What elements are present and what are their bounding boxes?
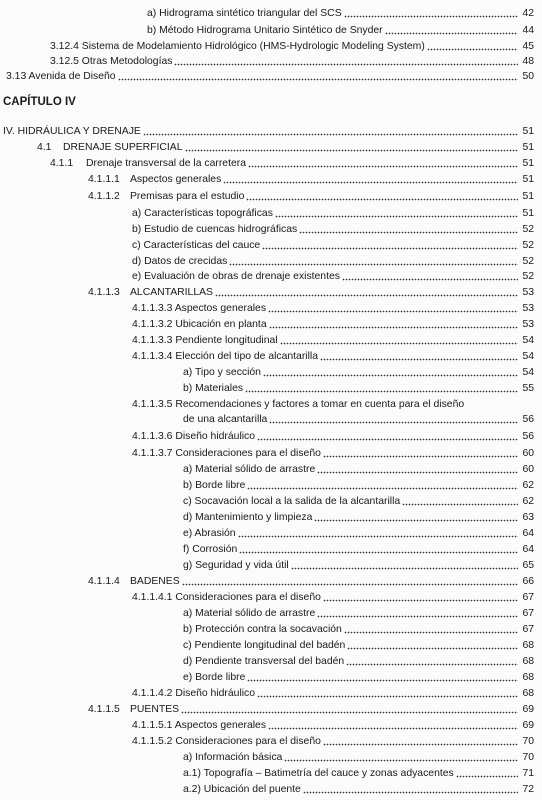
- dot-leader: [275, 209, 518, 218]
- toc-entry: [183, 767, 534, 781]
- dot-leader: [257, 432, 518, 441]
- toc-entry-page: 51: [522, 191, 534, 202]
- toc-entry: [132, 255, 534, 269]
- toc-entry-page: 68: [522, 688, 534, 699]
- toc-entry-text: b) Materiales: [183, 383, 244, 394]
- toc-entry-text: 4.1.1.4.2 Diseño hidráulico: [132, 688, 256, 699]
- toc-entry-page: 56: [522, 431, 534, 442]
- dot-leader: [262, 241, 518, 250]
- dot-leader: [269, 415, 518, 424]
- toc-entry-text: e) Abrasión: [183, 528, 236, 539]
- toc-entry-text: g) Seguridad y vida útil: [183, 560, 289, 571]
- dot-leader: [385, 26, 518, 35]
- dot-leader: [347, 641, 518, 650]
- toc-entry: [50, 157, 534, 171]
- toc-entry: [132, 302, 534, 316]
- toc-entry-text: d) Mantenimiento y limpieza: [183, 512, 313, 523]
- toc-entry-page: 60: [522, 448, 534, 459]
- toc-entry: [88, 703, 534, 717]
- toc-entry-page: 51: [522, 158, 534, 169]
- toc-entry-page: 53: [522, 319, 534, 330]
- toc-entry-text: 4.1.1.3.3 Pendiente longitudinal: [132, 335, 278, 346]
- toc-entry-page: 53: [522, 303, 534, 314]
- dot-leader: [143, 127, 518, 136]
- dot-leader: [320, 352, 518, 361]
- toc-entry-page: 48: [522, 56, 534, 67]
- toc-entry-text: a) Información básica: [183, 752, 283, 763]
- dot-leader: [246, 192, 518, 201]
- dot-leader: [185, 143, 518, 152]
- toc-entry-text: Premisas para el estudio: [130, 191, 245, 202]
- dot-leader: [323, 737, 518, 746]
- toc-entry-page: 52: [522, 256, 534, 267]
- toc-entry: [132, 430, 534, 444]
- toc-entry-text: c) Pendiente longitudinal del badén: [183, 640, 346, 651]
- toc-entry-text: f) Corrosión: [183, 544, 238, 555]
- toc-entry-page: 66: [522, 576, 534, 587]
- toc-entry-text: e) Borde libre: [183, 672, 246, 683]
- toc-entry-page: 54: [522, 367, 534, 378]
- toc-entry: [132, 591, 534, 605]
- toc-entry-page: 67: [522, 608, 534, 619]
- toc-entry-text: a.2) Ubicación del puente: [183, 784, 301, 795]
- dot-leader: [268, 721, 518, 730]
- toc-entry-text: a) Características topográficas: [132, 208, 273, 219]
- toc-entry-number: 4.1.1.5: [88, 704, 120, 715]
- toc-entry: [183, 527, 534, 541]
- dot-leader: [174, 57, 518, 66]
- toc-entry-text: Aspectos generales: [130, 174, 222, 185]
- dot-leader: [344, 625, 518, 634]
- toc-entry-text: 3.12.5 Otras Metodologías: [50, 56, 173, 67]
- toc-entry-text: de una alcantarilla: [183, 414, 268, 425]
- dot-leader: [317, 465, 518, 474]
- dot-leader: [229, 257, 518, 266]
- toc-entry: [132, 719, 534, 733]
- toc-entry-text: 3.13 Avenida de Diseño: [6, 71, 116, 82]
- toc-entry-page: 68: [522, 640, 534, 651]
- toc-entry-page: 72: [522, 784, 534, 795]
- dot-leader: [280, 336, 518, 345]
- toc-entry: [132, 334, 534, 348]
- dot-leader: [181, 705, 518, 714]
- toc-entry-page: 52: [522, 240, 534, 251]
- toc-entry-text: b) Estudio de cuencas hidrográficas: [132, 224, 298, 235]
- toc-entry-page: 64: [522, 528, 534, 539]
- toc-entry: [183, 607, 534, 621]
- toc-entry: [50, 55, 534, 69]
- toc-entry-text: a) Material sólido de arrastre: [183, 464, 316, 475]
- toc-entry-text: 4.1.1.5.1 Aspectos generales: [132, 720, 267, 731]
- toc-entry: [183, 495, 534, 509]
- toc-entry: [132, 223, 534, 237]
- dot-leader: [284, 753, 518, 762]
- toc-entry-page: 64: [522, 544, 534, 555]
- toc-entry: [3, 125, 534, 139]
- toc-entry-text: a) Tipo y sección: [183, 367, 261, 378]
- toc-entry-text-line1: 4.1.1.3.5 Recomendaciones y factores a tomar en cuenta para el diseño: [132, 399, 465, 410]
- toc-entry-text: e) Evaluación de obras de drenaje existentes: [132, 271, 340, 282]
- toc-entry: [132, 447, 534, 461]
- toc-entry-page: 51: [522, 126, 534, 137]
- toc-entry-text: a) Hidrograma sintético triangular del SCS: [147, 8, 342, 19]
- toc-entry-page: 69: [522, 720, 534, 731]
- toc-entry-page: 50: [522, 71, 534, 82]
- dot-leader: [291, 561, 518, 570]
- dot-leader: [215, 288, 518, 297]
- toc-entry-number: 4.1.1.3: [88, 287, 120, 298]
- toc-entry-page: 62: [522, 480, 534, 491]
- toc-entry-text: a.1) Topografía – Batimetría del cauce y zonas adyacentes: [183, 768, 454, 779]
- toc-entry: [183, 623, 534, 637]
- chapter-heading: CAPÍTULO IV: [3, 96, 76, 108]
- toc-entry-page: 68: [522, 672, 534, 683]
- toc-entry-page: 55: [522, 383, 534, 394]
- toc-entry-text: a) Material sólido de arrastre: [183, 608, 316, 619]
- toc-entry-number: 4.1: [37, 142, 52, 153]
- toc-entry: [132, 350, 534, 364]
- toc-entry-text: c) Socavación local a la salida de la alcantarilla: [183, 496, 401, 507]
- toc-entry: [183, 783, 534, 797]
- toc-entry-text: 4.1.1.3.7 Consideraciones para el diseño: [132, 448, 321, 459]
- toc-entry-page: 62: [522, 496, 534, 507]
- toc-entry-text: 4.1.1.3.4 Elección del tipo de alcantarilla: [132, 351, 318, 362]
- dot-leader: [317, 609, 518, 618]
- toc-entry-text: BADENES: [130, 576, 180, 587]
- toc-entry: [132, 270, 534, 284]
- toc-entry: [132, 318, 534, 332]
- dot-leader: [247, 673, 518, 682]
- dot-leader: [323, 593, 518, 602]
- dot-leader: [245, 384, 518, 393]
- toc-entry: [183, 511, 534, 525]
- toc-entry-page: 42: [522, 8, 534, 19]
- toc-entry: [183, 413, 534, 427]
- dot-leader: [248, 159, 518, 168]
- dot-leader: [257, 689, 518, 698]
- toc-entry-page: 51: [522, 208, 534, 219]
- toc-entry-text: 4.1.1.3.6 Diseño hidráulico: [132, 431, 256, 442]
- toc-entry-page: 70: [522, 752, 534, 763]
- dot-leader: [402, 497, 518, 506]
- toc-entry-page: 45: [522, 41, 534, 52]
- toc-entry: [132, 207, 534, 221]
- toc-entry: [183, 543, 534, 557]
- dot-leader: [427, 42, 518, 51]
- toc-entry: [183, 751, 534, 765]
- toc-entry: [132, 239, 534, 253]
- toc-entry-text: Drenaje transversal de la carretera: [86, 158, 246, 169]
- toc-entry-page: 65: [522, 560, 534, 571]
- dot-leader: [299, 225, 518, 234]
- toc-entry-page: 69: [522, 704, 534, 715]
- toc-entry-text: IV. HIDRÁULICA Y DRENAJE: [3, 126, 141, 137]
- toc-entry-number: 4.1.1.4: [88, 576, 120, 587]
- toc-entry-page: 71: [522, 768, 534, 779]
- dot-leader: [269, 320, 518, 329]
- toc-entry: [50, 40, 534, 54]
- toc-entry-text: ALCANTARILLAS: [130, 287, 213, 298]
- toc-entry: [88, 286, 534, 300]
- toc-entry-text: 4.1.1.4.1 Consideraciones para el diseño: [132, 592, 321, 603]
- toc-entry: [183, 655, 534, 669]
- toc-entry-page: 63: [522, 512, 534, 523]
- toc-entry-page: 53: [522, 287, 534, 298]
- dot-leader: [303, 785, 518, 794]
- dot-leader: [263, 368, 518, 377]
- toc-entry-page: 67: [522, 592, 534, 603]
- toc-entry-text: d) Pendiente transversal del badén: [183, 656, 345, 667]
- toc-entry-text: b) Borde libre: [183, 480, 246, 491]
- toc-entry-page: 67: [522, 624, 534, 635]
- toc-entry-page: 68: [522, 656, 534, 667]
- dot-leader: [456, 769, 518, 778]
- toc-entry-page: 51: [522, 174, 534, 185]
- toc-entry: [147, 7, 534, 21]
- toc-entry: [132, 735, 534, 749]
- dot-leader: [223, 175, 518, 184]
- toc-entry-number: 4.1.1: [50, 158, 74, 169]
- toc-entry-page: 70: [522, 736, 534, 747]
- toc-entry: [183, 671, 534, 685]
- dot-leader: [342, 272, 518, 281]
- dot-leader: [268, 304, 518, 313]
- toc-entry: [88, 575, 534, 589]
- dot-leader: [247, 481, 518, 490]
- toc-entry: [37, 141, 534, 155]
- toc-entry-page: 60: [522, 464, 534, 475]
- toc-entry: [147, 24, 534, 38]
- dot-leader: [346, 657, 518, 666]
- toc-entry-number: 4.1.1.1: [88, 174, 120, 185]
- toc-entry-page: 52: [522, 224, 534, 235]
- dot-leader: [314, 513, 518, 522]
- toc-entry-page: 51: [522, 142, 534, 153]
- toc-entry-text: d) Datos de crecidas: [132, 256, 228, 267]
- toc-entry-page: 56: [522, 414, 534, 425]
- toc-entry: [132, 687, 534, 701]
- toc-entry-text: 4.1.1.3.3 Aspectos generales: [132, 303, 267, 314]
- toc-entry-page: 54: [522, 351, 534, 362]
- dot-leader: [182, 577, 518, 586]
- toc-entry-text: 4.1.1.5.2 Consideraciones para el diseño: [132, 736, 321, 747]
- toc-entry-page: 52: [522, 271, 534, 282]
- toc-entry-text: 3.12.4 Sistema de Modelamiento Hidrológico (HMS-Hydrologic Modeling System): [50, 41, 425, 52]
- toc-entry-text: b) Método Hidrograma Unitario Sintético de Snyder: [147, 25, 383, 36]
- toc-entry: [88, 190, 534, 204]
- toc-entry: [88, 173, 534, 187]
- dot-leader: [239, 545, 518, 554]
- toc-entry: [183, 559, 534, 573]
- toc-entry: [183, 463, 534, 477]
- toc-entry-text: PUENTES: [130, 704, 180, 715]
- dot-leader: [118, 72, 518, 81]
- toc-entry: [6, 70, 534, 84]
- dot-leader: [238, 529, 518, 538]
- toc-entry-page: 44: [522, 25, 534, 36]
- dot-leader: [323, 449, 518, 458]
- toc-entry-text: c) Características del cauce: [132, 240, 261, 251]
- toc-entry: [183, 479, 534, 493]
- toc-entry: [183, 382, 534, 396]
- toc-entry: [183, 639, 534, 653]
- toc-entry-number: 4.1.1.2: [88, 191, 120, 202]
- toc-entry-page: 54: [522, 335, 534, 346]
- toc-entry: [183, 366, 534, 380]
- dot-leader: [344, 9, 518, 18]
- toc-entry-text: b) Protección contra la socavación: [183, 624, 342, 635]
- toc-entry-text: 4.1.1.3.2 Ubicación en planta: [132, 319, 267, 330]
- toc-entry-text: DRENAJE SUPERFICIAL: [63, 142, 183, 153]
